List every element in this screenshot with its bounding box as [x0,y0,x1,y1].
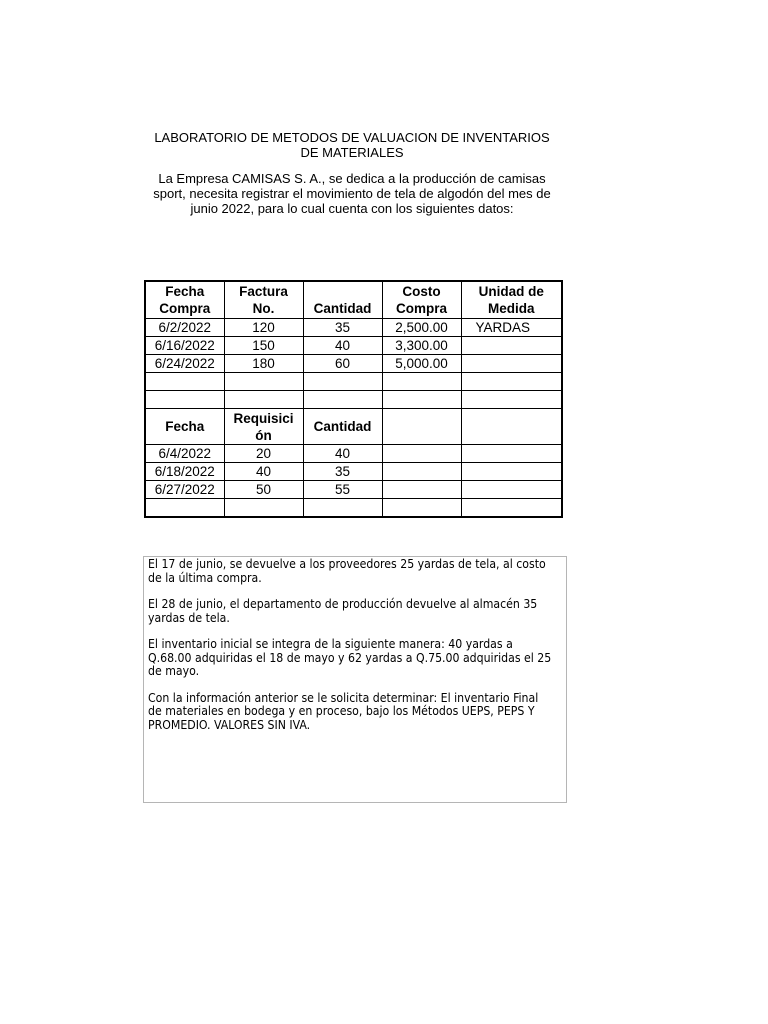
title-line-1: LABORATORIO DE METODOS DE VALUACION DE INVENTARIOS [154,130,550,145]
table-row [145,319,562,337]
purchase-unidad [461,355,562,373]
purchase-factura: 120 [224,319,303,337]
purchase-costo: 2,500.00 [382,319,461,337]
intro-line-3: junio 2022, para lo cual cuenta con los siguientes datos: [190,201,514,216]
purchase-unidad: YARDAS [461,319,562,337]
empty-row [145,391,562,409]
table-row [145,463,562,481]
table-row [145,481,562,499]
requisitions-header-row [145,409,562,445]
purchase-factura: 150 [224,337,303,355]
header-factura-no: Factura No. [224,281,303,319]
header-cantidad: Cantidad [303,281,382,319]
purchase-cantidad: 40 [303,337,382,355]
note-paragraph-2: El 28 de junio, el departamento de producción devuelve al almacén 35 yardas de tela. [148,597,538,625]
requisition-fecha: 6/18/2022 [145,463,224,481]
purchase-cantidad: 35 [303,319,382,337]
header-unidad-medida: Unidad de Medida [461,281,562,319]
requisition-cantidad: 35 [303,463,382,481]
requisition-cantidad: 40 [303,445,382,463]
inventory-table [144,280,563,518]
header-cantidad: Cantidad [303,409,382,445]
header-fecha: Fecha [145,409,224,445]
purchase-factura: 180 [224,355,303,373]
notes-textbox [143,556,567,803]
requisition-fecha: 6/27/2022 [145,481,224,499]
purchase-fecha: 6/24/2022 [145,355,224,373]
purchase-cantidad: 60 [303,355,382,373]
purchase-fecha: 6/2/2022 [145,319,224,337]
intro-paragraph [148,171,556,216]
note-paragraph-3: El inventario inicial se integra de la siguiente manera: 40 yardas a Q.68.00 adquiridas el 18 de mayo y 62 yardas a Q.75.00 adquiridas el 25 de mayo. [148,637,552,678]
note-paragraph-4: Con la información anterior se le solicita determinar: El inventario Final de materiales en bodega y en proceso, bajo los Métodos UEPS, PEPS Y PROMEDIO. VALORES SIN IVA. [148,690,539,732]
purchases-header-row [145,281,562,319]
header-requisicion: Requisici ón [224,409,303,445]
requisition-fecha: 6/4/2022 [145,445,224,463]
purchase-fecha: 6/16/2022 [145,337,224,355]
purchase-costo: 5,000.00 [382,355,461,373]
empty-row [145,373,562,391]
document-title [100,130,604,160]
title-line-2: DE MATERIALES [300,145,404,160]
note-paragraph-1: El 17 de junio, se devuelve a los proveedores 25 yardas de tela, al costo de la última compra. [148,557,546,585]
header-fecha-compra: Fecha Compra [145,281,224,319]
intro-line-1: La Empresa CAMISAS S. A., se dedica a la producción de camisas [158,171,546,186]
header-costo-compra: Costo Compra [382,281,461,319]
requisition-numero: 40 [224,463,303,481]
intro-line-2: sport, necesita registrar el movimiento de tela de algodón del mes de [153,186,551,201]
empty-row [145,499,562,518]
requisition-numero: 20 [224,445,303,463]
table-row [145,355,562,373]
purchase-unidad [461,337,562,355]
purchase-costo: 3,300.00 [382,337,461,355]
requisition-cantidad: 55 [303,481,382,499]
table-row [145,445,562,463]
table-row [145,337,562,355]
requisition-numero: 50 [224,481,303,499]
